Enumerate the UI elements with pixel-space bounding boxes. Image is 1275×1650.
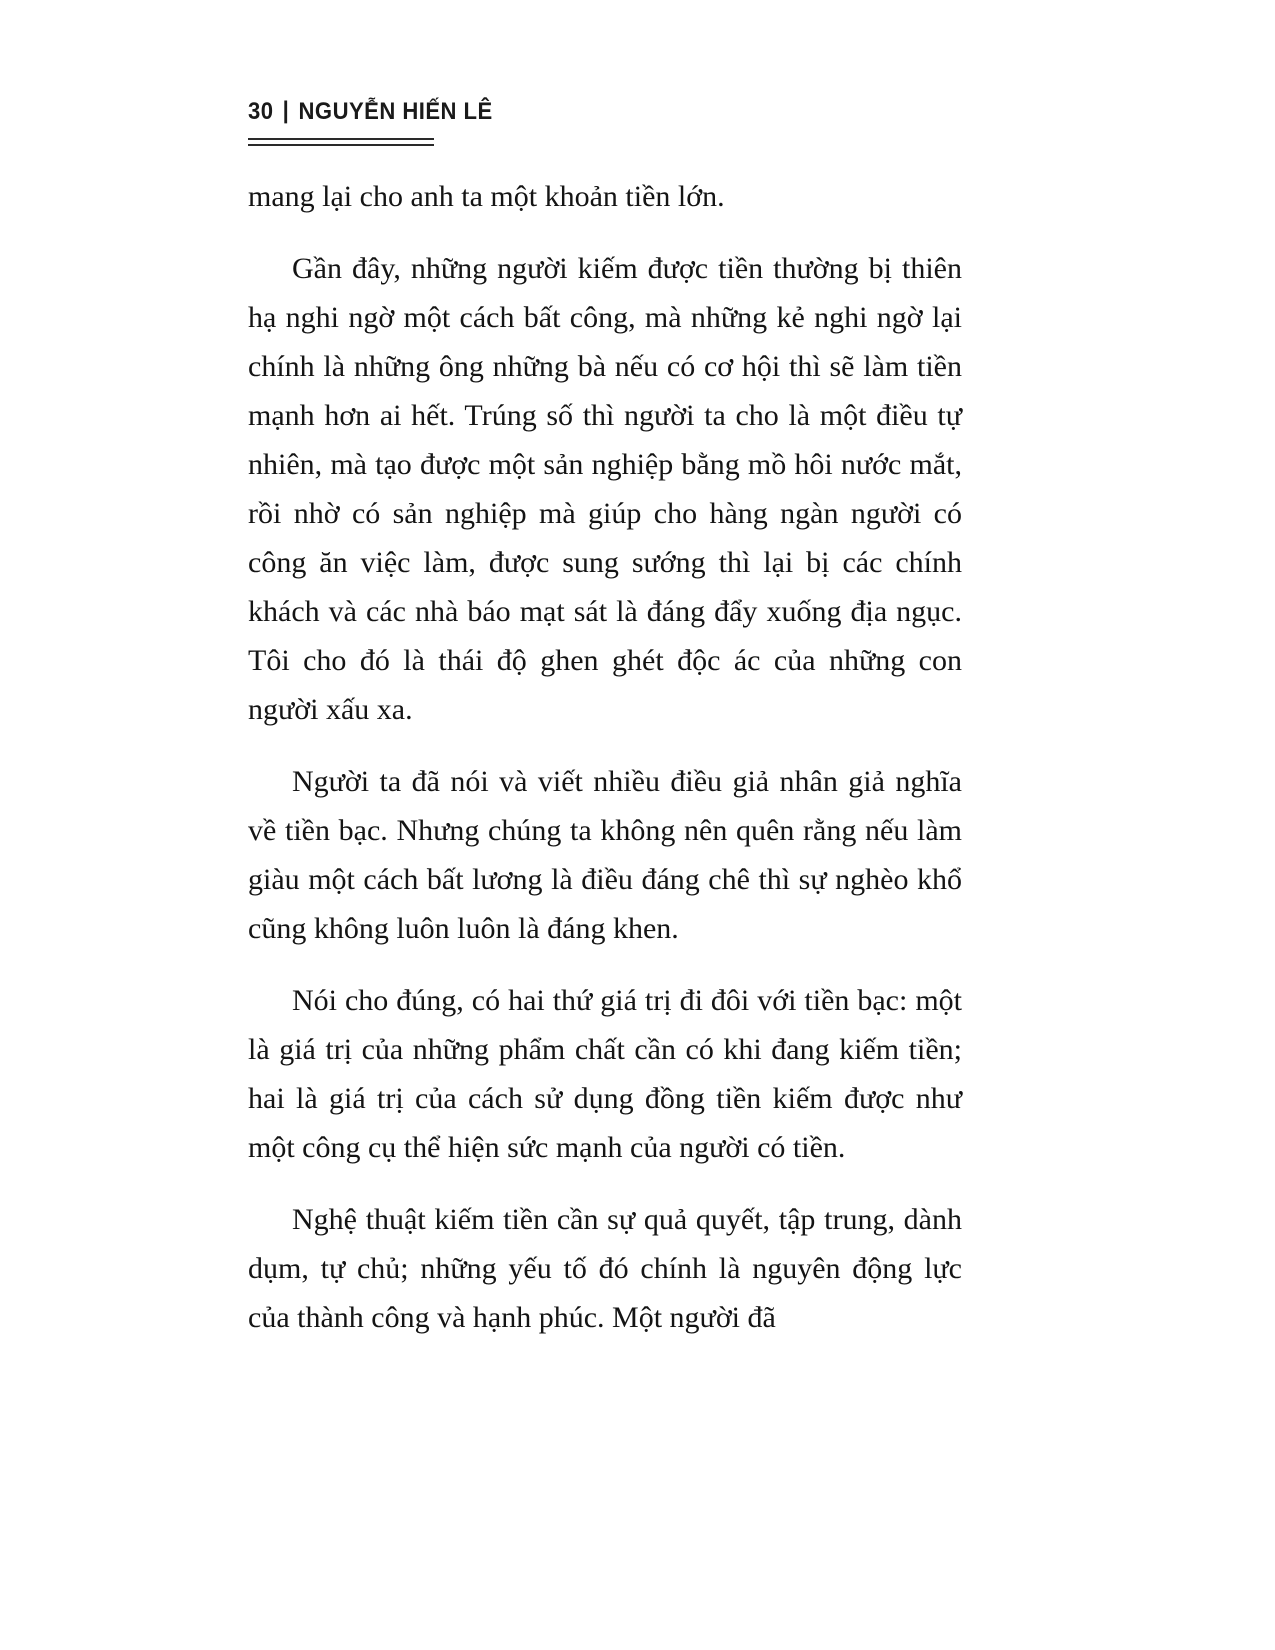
paragraph-continuation: mang lại cho anh ta một khoản tiền lớn.	[248, 180, 725, 213]
page-number: 30	[248, 98, 274, 125]
header-divider: |	[282, 97, 290, 124]
paragraph: Nói cho đúng, có hai thứ giá trị đi đôi với tiền bạc: một là giá trị của những phẩm chất cần có khi đang kiếm tiền; hai là giá trị của cách sử dụng đồng tiền kiếm được như một công cụ thể hiện sức mạnh của người có tiền.	[248, 984, 962, 1164]
page-body	[248, 172, 962, 1342]
paragraph: Người ta đã nói và viết nhiều điều giả nhân giả nghĩa về tiền bạc. Nhưng chúng ta không nên quên rằng nếu làm giàu một cách bất lương là điều đáng chê thì sự nghèo khổ cũng không luôn luôn là đáng khen.	[248, 765, 962, 945]
running-header	[248, 98, 905, 126]
paragraph: Gần đây, những người kiếm được tiền thường bị thiên hạ nghi ngờ một cách bất công, mà những kẻ nghi ngờ lại chính là những ông những bà nếu có cơ hội thì sẽ làm tiền mạnh hơn ai hết. Trúng số thì người ta cho là một điều tự nhiên, mà tạo được một sản nghiệp bằng mồ hôi nước mắt, rồi nhờ có sản nghiệp mà giúp cho hàng ngàn người có công ăn việc làm, được sung sướng thì lại bị các chính khách và các nhà báo mạt sát là đáng đẩy xuống địa ngục. Tôi cho đó là thái độ ghen ghét độc ác của những con người xấu xa.	[248, 252, 962, 726]
paragraph: Nghệ thuật kiếm tiền cần sự quả quyết, tập trung, dành dụm, tự chủ; những yếu tố đó chính là nguyên động lực của thành công và hạnh phúc. Một người đã	[248, 1203, 962, 1334]
author-name: NGUYỄN HIẾN LÊ	[298, 98, 493, 125]
header-rule	[248, 138, 434, 146]
page-content	[248, 98, 962, 1365]
